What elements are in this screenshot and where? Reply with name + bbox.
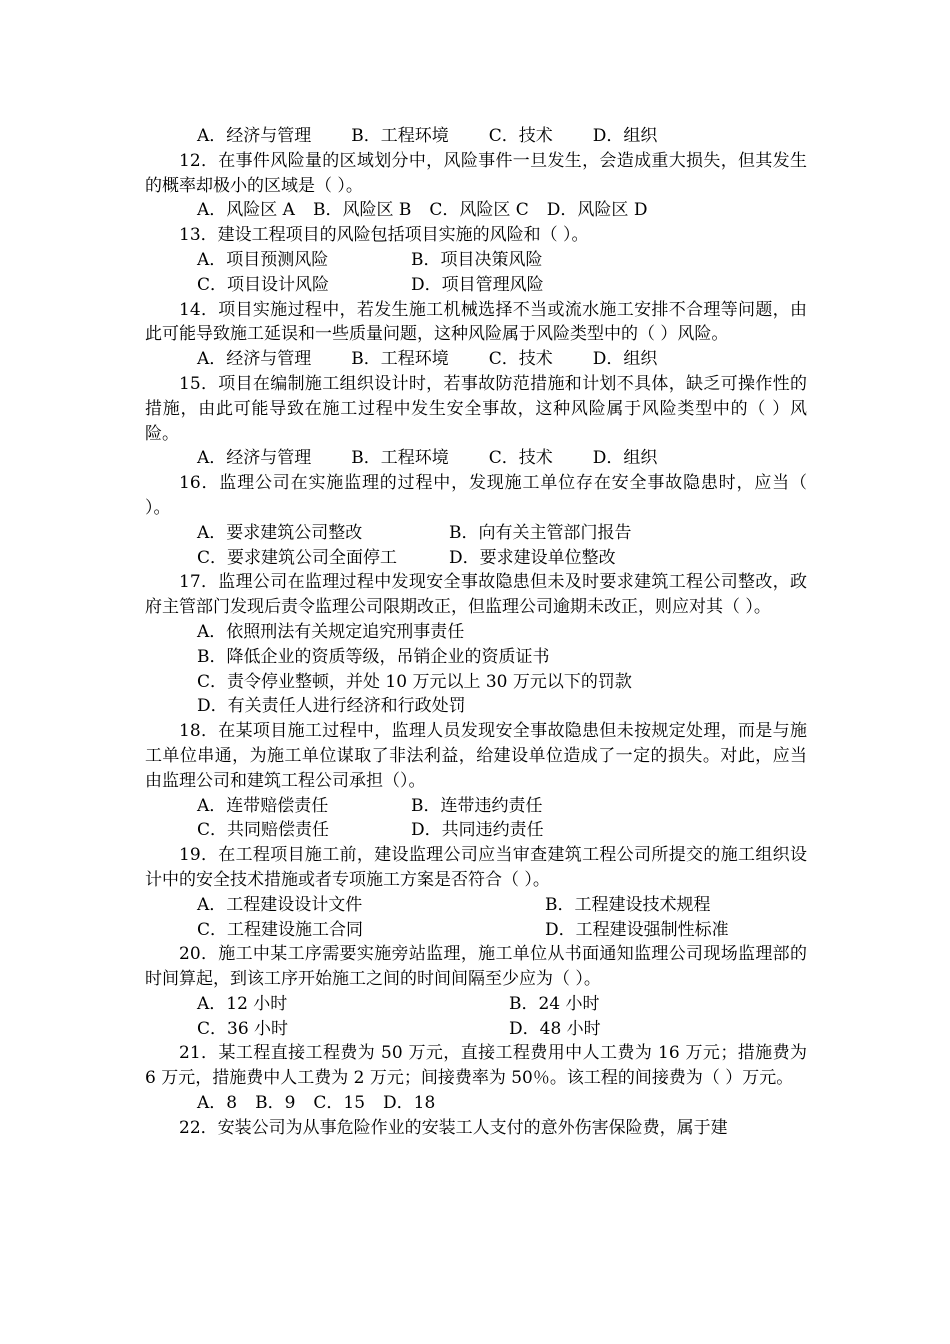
- option-d: D．组织: [592, 349, 658, 370]
- option-b: B．24 小时: [509, 993, 600, 1014]
- option-b: B．9: [255, 1093, 296, 1114]
- option-b: B．风险区 B: [312, 200, 412, 221]
- option-d: D．组织: [592, 126, 658, 146]
- option-d: D．要求建设单位整改: [449, 547, 616, 568]
- option-b: B．工程建设技术规程: [545, 894, 711, 915]
- question-15: 15．项目在编制施工组织设计时，若事故防范措施和计划不具体，缺乏可操作性的措施，由此可能导致在施工过程中发生安全事故，这种风险属于风险类型中的（ ）风险。: [145, 373, 807, 444]
- question-13: 13．建设工程项目的风险包括项目实施的风险和（ ）。: [179, 225, 589, 246]
- option-a: A．风险区 A: [197, 200, 295, 221]
- option-c: C．责令停业整顿，并处 10 万元以上 30 万元以下的罚款: [197, 671, 632, 692]
- option-b: B．向有关主管部门报告: [449, 522, 632, 543]
- option-c: C．技术: [488, 349, 553, 370]
- question-16: 16．监理公司在实施监理的过程中，发现施工单位存在安全事故隐患时，应当（ ）。: [145, 473, 807, 518]
- option-b: B．降低企业的资质等级，吊销企业的资质证书: [197, 646, 550, 667]
- option-c: C．风险区 C: [429, 200, 529, 221]
- option-a: A．项目预测风险: [197, 249, 329, 270]
- option-b: B．工程环境: [351, 349, 449, 370]
- option-a: A．依照刑法有关规定追究刑事责任: [197, 621, 465, 642]
- option-a: A．8: [197, 1093, 238, 1114]
- options-row: [145, 546, 807, 571]
- question-21: 21．某工程直接工程费为 50 万元，直接工程费用中人工费为 16 万元；措施费为 6 万元，措施费中人工费为 2 万元；间接费率为 50％。该工程的间接费为（ ）万元。: [145, 1043, 807, 1089]
- options-row: [145, 248, 807, 273]
- options-row: [145, 124, 807, 149]
- option-c: C．技术: [488, 448, 553, 469]
- option-a: A．经济与管理: [197, 126, 312, 146]
- options-row: [145, 893, 807, 918]
- option-a: A．12 小时: [197, 993, 288, 1014]
- option-c: C．15: [313, 1093, 366, 1114]
- options-row: [145, 273, 807, 298]
- option-d: D．48 小时: [509, 1018, 601, 1039]
- option-c: C．项目设计风险: [197, 274, 330, 295]
- option-d: D．风险区 D: [546, 200, 648, 221]
- option-d: D．共同违约责任: [411, 820, 544, 841]
- question-18: 18．在某项目施工过程中，监理人员发现安全事故隐患但未按规定处理，而是与施工单位串通，为施工单位谋取了非法利益，给建设单位造成了一定的损失。对此，应当由监理公司和建筑工程公司承担（）。: [145, 721, 807, 791]
- options-row: [145, 794, 807, 819]
- option-c: C．36 小时: [197, 1018, 289, 1039]
- option-b: B．项目决策风险: [411, 249, 543, 270]
- option-c: C．工程建设施工合同: [197, 919, 364, 940]
- question-12: 12．在事件风险量的区域划分中，风险事件一旦发生，会造成重大损失，但其发生的概率却极小的区域是（ ）。: [145, 150, 807, 196]
- option-c: C．要求建筑公司全面停工: [197, 547, 398, 568]
- option-d: D．有关责任人进行经济和行政处罚: [197, 696, 466, 717]
- option-a: A．经济与管理: [197, 349, 312, 370]
- option-c: C．技术: [488, 126, 553, 146]
- options-row: [145, 347, 807, 372]
- options-row: [145, 1017, 807, 1042]
- document-page: [145, 124, 807, 1141]
- options-row: [145, 446, 807, 471]
- option-d: D．工程建设强制性标准: [545, 919, 729, 940]
- options-row: [145, 818, 807, 843]
- option-c: C．共同赔偿责任: [197, 820, 330, 841]
- question-14: 14．项目实施过程中，若发生施工机械选择不当或流水施工安排不合理等问题，由此可能导致施工延误和一些质量问题，这种风险属于风险类型中的（ ）风险。: [145, 299, 807, 345]
- question-19: 19．在工程项目施工前，建设监理公司应当审查建筑工程公司所提交的施工组织设计中的安全技术措施或者专项施工方案是否符合（ ）。: [145, 845, 807, 890]
- option-a: A．连带赔偿责任: [197, 795, 329, 816]
- option-a: A．经济与管理: [197, 448, 312, 469]
- question-20: 20．施工中某工序需要实施旁站监理，施工单位从书面通知监理公司现场监理部的时间算起，到该工序开始施工之间的时间间隔至少应为（ ）。: [145, 944, 807, 990]
- options-row: [145, 992, 807, 1017]
- question-17: 17．监理公司在监理过程中发现安全事故隐患但未及时要求建筑工程公司整改，政府主管部门发现后责令监理公司限期改正，但监理公司逾期未改正，则应对其（ ）。: [145, 572, 807, 618]
- option-d: D．18: [383, 1093, 436, 1114]
- option-b: B．工程环境: [351, 126, 449, 146]
- option-d: D．项目管理风险: [411, 274, 544, 295]
- option-b: B．连带违约责任: [411, 795, 543, 816]
- option-a: A．工程建设设计文件: [197, 894, 363, 915]
- option-b: B．工程环境: [351, 448, 449, 469]
- options-row: [145, 521, 807, 546]
- options-row: [145, 198, 807, 223]
- option-a: A．要求建筑公司整改: [197, 522, 363, 543]
- options-row: [145, 918, 807, 943]
- options-row: [145, 1091, 807, 1116]
- option-d: D．组织: [592, 448, 658, 469]
- question-22: 22．安装公司为从事危险作业的安装工人支付的意外伤害保险费，属于建: [179, 1117, 728, 1138]
